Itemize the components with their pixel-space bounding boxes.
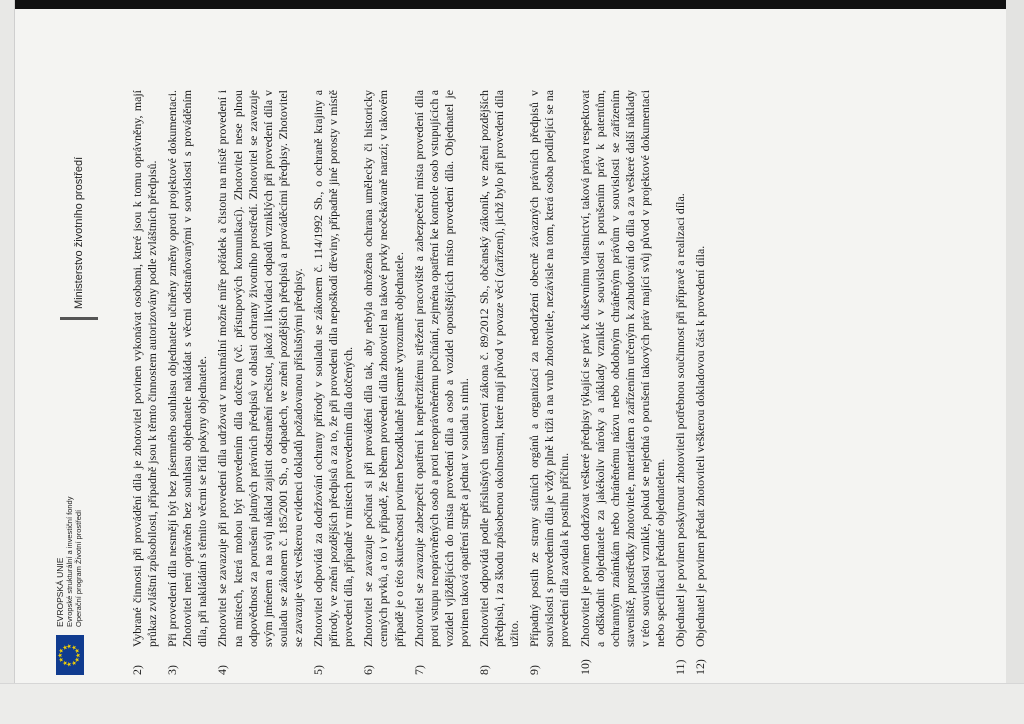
scan-right-edge [1006,0,1024,724]
clause-number: 7) [411,665,426,675]
clause-number: 3) [165,665,180,675]
clause-text: Případný postih ze strany státních orgánů a organizací za nedodržení obecně závazných právních předpisů v souvislosti s provedením díla je vždy plně k tíži a na vrub zhotovitele, nezávisle na tom, která osoba podílející se na provedení díla zavdala k postihu příčinu. [527,90,572,647]
scan-top-edge [0,0,1024,9]
clause-item [477,90,522,675]
clause-text: Při provedení díla nesmějí být bez písemného souhlasu objednatele učiněny změny oproti projektové dokumentaci. Zhotovitel není oprávněn bez souhlasu objednatele nakládat s věcmi odstraňovanými v souvislosti s prováděním díla, při nakládání s těmito věcmi se řídí pokyny objednatele. [165,90,210,647]
eu-star-icon: ★ [59,657,66,663]
scan-left-edge [0,0,15,724]
eu-line-3: Operační program Životní prostředí [74,509,83,627]
eu-star-icon: ★ [67,661,73,667]
clause-number: 9) [527,665,542,675]
clause-number: 6) [361,665,376,675]
clause-item [165,90,210,675]
eu-funding-text [56,497,83,627]
eu-star-icon: ★ [67,643,73,649]
eu-star-icon: ★ [76,652,82,658]
clause-text: Objednatel je povinen poskytnout zhotoviteli potřebnou součinnost při přípravě a realizaci díla. [673,193,688,647]
clause-list [130,90,708,675]
document-header [50,90,130,675]
clause-number: 12) [693,659,708,675]
clause-item [215,90,306,675]
clause-text: Zhotovitel se zavazuje zabezpečit opatření k nepřetržitému střežení pracoviště a zabezpečení místa provedení díla proti vstupu neoprávněných osob a proti neoprávněnému počínání, zejména opatření ke kontrole osob vstupujících a vozidel vjíždějících do místa provedení díla a osob a vozidel opouštějících místo provedení díla. Objednatel je povinen taková opatření strpět a jednat v souladu s nimi. [411,90,471,647]
eu-star-icon: ★ [71,644,78,651]
clause-text: Zhotovitel je povinen dodržovat veškeré předpisy týkající se práv k duševnímu vlastnictví, taková práva respektovat a odškodnit objednatele za jakékoliv nároky a náklady vzniklé v souvislosti s porušením práv k patentům, ochranným známkám nebo chráněnému názvu nebo obdobným chráněným právům v souvislosti se zařízením staveniště, prostředky zhotovitele, materiálem a zařízením určeným k zabudování do díla a za veškeré další náklady v této souvislosti vzniklé, pokud se nejedná o porušení takových práv mající svůj původ v projektové dokumentaci nebo specifikaci předané objednatelem. [577,90,667,647]
scan-bottom-edge [0,683,1024,724]
clause-number: 2) [130,665,144,675]
eu-star-icon: ★ [71,660,78,666]
clause-item [361,90,406,675]
eu-star-icon: ★ [58,652,64,658]
ministry-name: Ministerstvo životního prostředí [60,157,98,320]
clause-text: Zhotovitel se zavazuje počínat si při provádění díla tak, aby nebyla ohrožena ochrana umělecky či historicky cenných prvků, a to i v případě, že během provedení díla zhotovitel na takové prvky neočekávaně narazí; v takovém případě je o této skutečnosti povinen bezodkladně písemně vyrozumět objednatele. [361,90,406,647]
clause-number: 5) [311,665,326,675]
clause-number: 8) [476,665,491,675]
eu-star-icon: ★ [74,648,81,654]
clause-item [527,90,572,675]
clause-text: Objednatel je povinen předat zhotoviteli veškerou dokladovou část k provedení díla. [693,245,708,647]
clause-item [673,90,688,675]
eu-star-icon: ★ [62,660,69,666]
clause-text: Zhotovitel odpovídá podle příslušných ustanovení zákona č. 89/2012 Sb., občanský zákoník, ve znění pozdějších předpisů, i za škodu způsobenou okolnostmi, které mají původ v povaze věcí (zařízení), jichž bylo při provedení díla užito. [476,90,522,647]
clause-text: Zhotovitel odpovídá za dodržování ochrany přírody v souladu se zákonem č. 114/1992 Sb., o ochraně krajiny a přírody, ve znění pozdějších předpisů a za to, že při provedení díla nepoškodí dřeviny, případně jiné porosty v místě provedení díla, případně v místech provedením díla dotčených. [311,90,356,647]
clause-item [578,90,669,675]
eu-flag-icon [56,635,84,675]
clause-item [693,90,708,675]
eu-line-1: EVROPSKÁ UNIE [55,557,65,627]
clause-text: Vybrané činnosti při provádění díla je zhotovitel povinen vykonávat osobami, které jsou k tomu oprávněny, mají průkaz zvláštní způsobilosti, případně jsou k těmto činnostem autorizovány podle zvláštních předpisů. [130,90,160,647]
clause-number: 4) [215,665,230,675]
clause-item [412,90,472,675]
clause-text: Zhotovitel se zavazuje při provedení díla udržovat v maximální možné míře pořádek a čistotu na místě provedení i na místech, která mohou být provedením díla dotčena (vč. přístupových komunikací). Zhotovitel nese plnou odpovědnost za porušení platných právních předpisů v oblasti ochrany životního prostředí. Zhotovitel se zavazuje svým jménem a na svůj náklad zajistit odstranění nečistot, jakož i likvidaci odpadů vzniklých při provedení díla v souladu se zákonem č. 185/2001 Sb., o odpadech, ve znění pozdějších předpisů a prováděcími předpisy. Zhotovitel se zavazuje vést veškerou evidenci dokladů požadovanou příslušnými předpisy. [215,90,305,647]
clause-item [311,90,356,675]
eu-line-2: Evropské strukturální a investiční fondy [65,496,74,627]
clause-item [130,90,160,675]
eu-star-icon: ★ [59,648,66,654]
rotated-document-page [50,90,950,675]
clause-number: 11) [673,659,688,675]
eu-star-icon: ★ [62,644,69,651]
clause-number: 10) [577,659,592,675]
eu-star-icon: ★ [74,657,81,663]
